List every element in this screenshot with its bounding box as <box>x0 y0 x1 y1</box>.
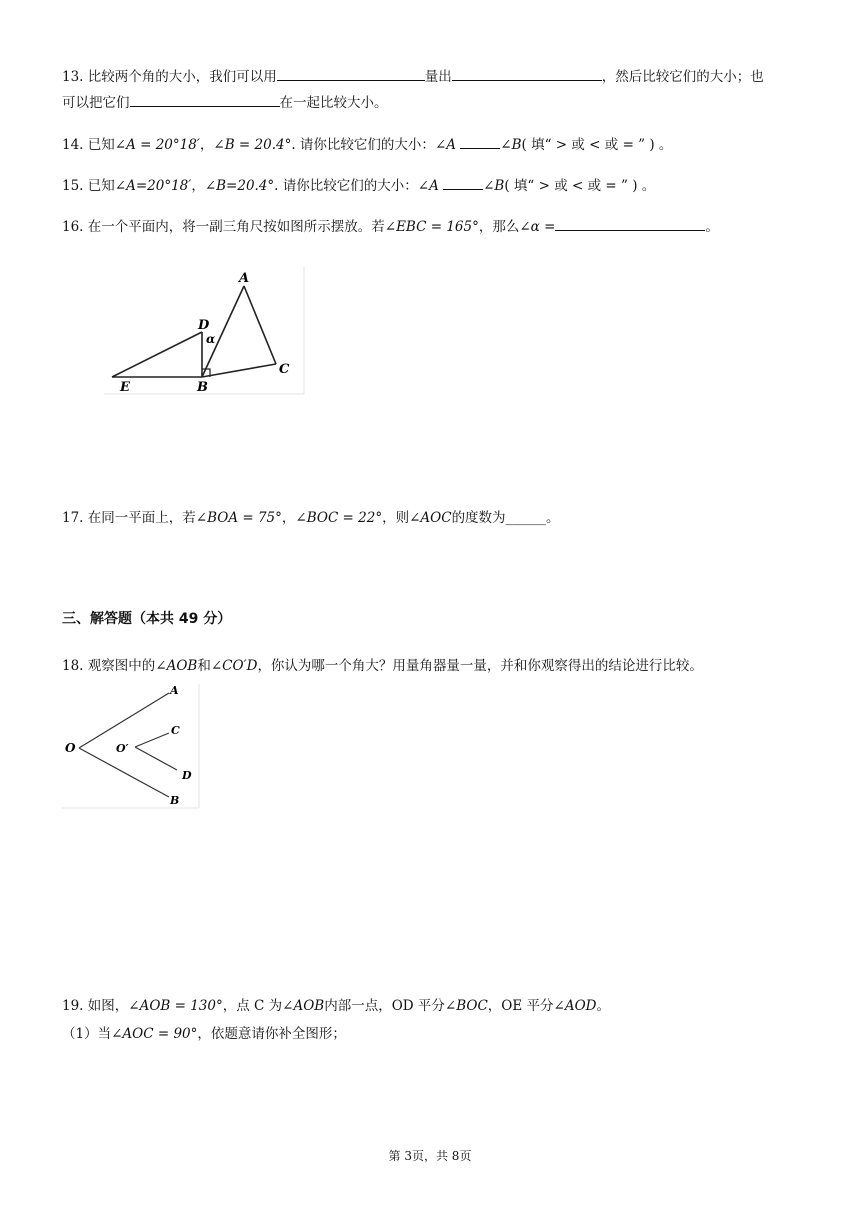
question-15 <box>62 175 655 196</box>
q18-angles-figure <box>62 684 200 810</box>
q14-blank[interactable] <box>460 134 500 149</box>
q15-blank[interactable] <box>443 175 483 190</box>
question-19-part-1 <box>62 1024 346 1044</box>
page-footer: 第 3页，共 8页 <box>388 1149 472 1163</box>
q13-blank-1[interactable] <box>277 66 425 81</box>
line-ac <box>244 286 276 364</box>
q17-angle-boa: ∠BOA = 75° <box>195 510 282 526</box>
q19-text: （1）当 <box>62 1026 112 1042</box>
q19-angle-aod: ∠AOD <box>553 998 597 1014</box>
q19-text: ，OE 平分 <box>487 998 554 1014</box>
q19-angle-aob: ∠AOB = 130° <box>128 998 223 1014</box>
q14-text: ( 填“ > 或 < 或 = ” ) 。 <box>521 137 673 153</box>
label-e: E <box>120 380 130 395</box>
q15-angle-a: ∠A=20°18′ <box>114 178 192 194</box>
label-b: B <box>170 794 180 807</box>
q13-blank-3[interactable] <box>130 92 280 107</box>
line-ed <box>112 332 202 377</box>
q15-angle-a-symbol: ∠A <box>417 178 439 194</box>
q16-text: 。 <box>705 219 719 235</box>
q13-text: 13. 比较两个角的大小，我们可以用 <box>62 69 277 85</box>
ray-ob <box>79 748 169 797</box>
q16-angle-alpha: ∠α = <box>519 219 556 235</box>
q14-text: 14. 已知 <box>62 137 115 153</box>
q17-text: ， <box>281 510 296 526</box>
label-alpha: α <box>206 332 216 346</box>
q18-text: 18. 观察图中的 <box>62 658 156 674</box>
q15-text: . 请你比较它们的大小： <box>274 178 418 194</box>
q14-text: . 请你比较它们的大小： <box>291 137 435 153</box>
label-o: O <box>65 741 76 755</box>
q19-text: 内部一点，OD 平分 <box>324 998 445 1014</box>
q19-text: ，依题意请你补全图形； <box>197 1026 346 1042</box>
label-c: C <box>171 724 180 737</box>
q15-text: 15. 已知 <box>62 178 115 194</box>
q19-text: 。 <box>596 998 610 1014</box>
q14-angle-a: ∠A = 20°18′ <box>114 137 200 153</box>
label-a: A <box>239 271 250 286</box>
section-title: 三、解答题（本共 49 分） <box>62 611 232 627</box>
q16-text: ，那么 <box>478 219 520 235</box>
q16-angle-ebc: ∠EBC = 165° <box>384 219 479 235</box>
label-b: B <box>197 380 208 395</box>
question-14 <box>62 134 672 155</box>
label-c: C <box>279 362 290 377</box>
line-bc <box>202 364 276 377</box>
q17-text: 17. 在同一平面上，若 <box>62 510 196 526</box>
ray-oc <box>135 733 169 747</box>
question-18 <box>62 656 703 676</box>
q14-angle-b: ∠B = 20.4° <box>213 137 292 153</box>
q16-blank[interactable] <box>555 216 705 231</box>
question-13-line-1 <box>62 66 764 87</box>
q19-angle-aoc: ∠AOC = 90° <box>111 1026 198 1042</box>
q13-text: 在一起比较大小。 <box>279 95 388 111</box>
q13-text: ，然后比较它们的大小；也 <box>601 69 764 85</box>
question-17 <box>62 508 560 528</box>
question-16 <box>62 216 719 237</box>
q17-text: ，则 <box>382 510 410 526</box>
q17-angle-aoc: ∠AOC <box>409 510 452 526</box>
q16-figure-svg <box>104 266 306 396</box>
label-o-prime: O′ <box>116 742 129 755</box>
q18-text: 和 <box>197 658 211 674</box>
q14-angle-b-symbol: ∠B <box>500 137 522 153</box>
q13-text: 可以把它们 <box>62 95 130 111</box>
ray-od <box>135 747 177 770</box>
label-d: D <box>198 318 210 333</box>
q17-text: 的度数为______。 <box>451 510 560 526</box>
question-19 <box>62 996 610 1016</box>
q18-angle-aob: ∠AOB <box>155 658 198 674</box>
ray-oa <box>79 693 169 748</box>
q18-angle-cod: ∠CO′D <box>210 658 258 674</box>
q16-text: 16. 在一个平面内，将一副三角尺按如图所示摆放。若 <box>62 219 385 235</box>
question-13-line-2 <box>62 92 388 113</box>
q16-triangle-figure <box>104 266 306 396</box>
q14-text: ， <box>199 137 214 153</box>
label-d: D <box>182 769 192 782</box>
q19-text: 19. 如图， <box>62 998 129 1014</box>
q17-angle-boc: ∠BOC = 22° <box>295 510 383 526</box>
q19-angle-aob: ∠AOB <box>282 998 325 1014</box>
q13-text: 量出 <box>424 69 452 85</box>
q14-angle-a-symbol: ∠A <box>434 137 456 153</box>
q19-angle-boc: ∠BOC <box>444 998 488 1014</box>
q15-text: ( 填“ > 或 < 或 = ” ) 。 <box>504 178 656 194</box>
label-a: A <box>170 684 179 697</box>
q18-figure-svg <box>62 684 200 810</box>
q13-blank-2[interactable] <box>452 66 602 81</box>
q15-angle-b: ∠B=20.4° <box>204 178 275 194</box>
q19-text: ，点 C 为 <box>222 998 283 1014</box>
q15-angle-b-symbol: ∠B <box>483 178 505 194</box>
q18-text: ，你认为哪一个角大？用量角器量一量，并和你观察得出的结论进行比较。 <box>257 658 703 674</box>
q15-text: ， <box>191 178 205 194</box>
